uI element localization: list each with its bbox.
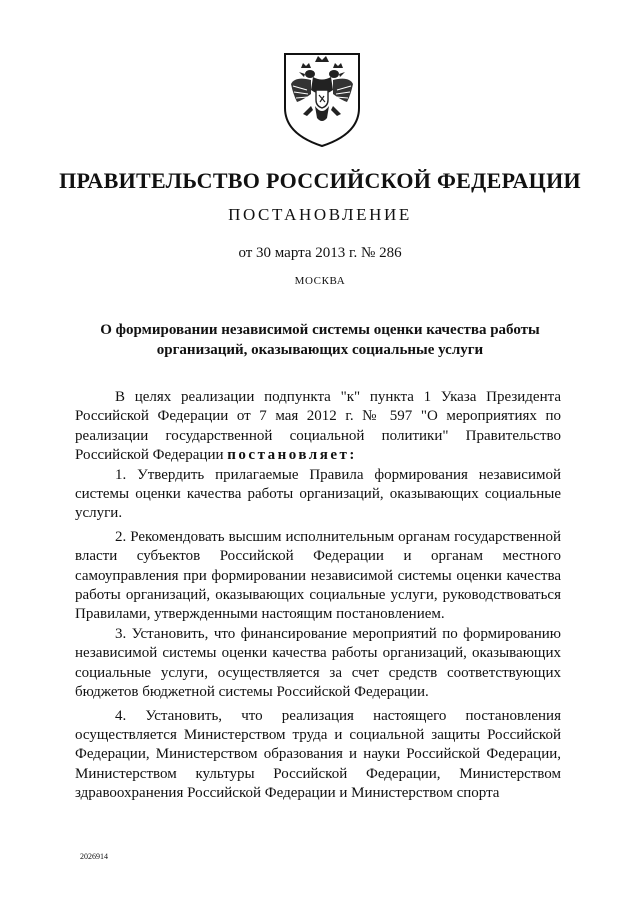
item-3-paragraph: 3. Установить, что финансирование мероприятий по формированию независимой системы оценки качества работы организаций, оказывающих социальные услуги, осуществляется за счет средств соответствующих бюджетов бюджетной системы Российской Федерации. [75, 625, 561, 701]
document-heading-line-2: организаций, оказывающих социальные услуги [156, 342, 484, 358]
document-city: МОСКВА [294, 275, 346, 287]
organization-title: ПРАВИТЕЛЬСТВО РОССИЙСКОЙ ФЕДЕРАЦИИ [59, 168, 581, 193]
item-1-paragraph: 1. Утвердить прилагаемые Правила формирования независимой системы оценки качества работы организаций, оказывающих социальные услуги. [75, 466, 561, 522]
document-type: ПОСТАНОВЛЕНИЕ [228, 205, 412, 224]
document-date-number: от 30 марта 2013 г. № 286 [238, 245, 402, 261]
preamble-decree: постановляет: [227, 447, 357, 464]
document-heading-line-1: О формировании независимой системы оценки качества работы [100, 322, 540, 338]
item-2-paragraph: 2. Рекомендовать высшим исполнительным органам государственной власти субъектов Российской Федерации и органам местного самоуправления при формировании независимой системы оценки качества работы организаций, оказывающих социальные услуги, руководствоваться Правилами, утвержденными настоящим постановлением. [75, 528, 561, 623]
coat-of-arms-emblem [277, 50, 367, 150]
item-4-paragraph: 4. Установить, что реализация настоящего постановления осуществляется Министерством труда и социальной защиты Российской Федерации, Министерством образования и науки Российской Федерации, Министерством культуры Российской Федерации, Министерством здравоохранения Российской Федерации и Министерством спорта [75, 707, 561, 802]
preamble-text: В целях реализации подпункта "к" пункта 1 Указа Президента Российской Федерации от 7 мая 2012 г. № 597 "О мероприятиях по реализации государственной социальной политики" Правительство Российской Федерации [75, 389, 561, 464]
document-body [75, 388, 561, 804]
document-heading [80, 320, 560, 360]
preamble-paragraph [75, 388, 561, 466]
footer-document-code: 2026914 [80, 852, 108, 861]
